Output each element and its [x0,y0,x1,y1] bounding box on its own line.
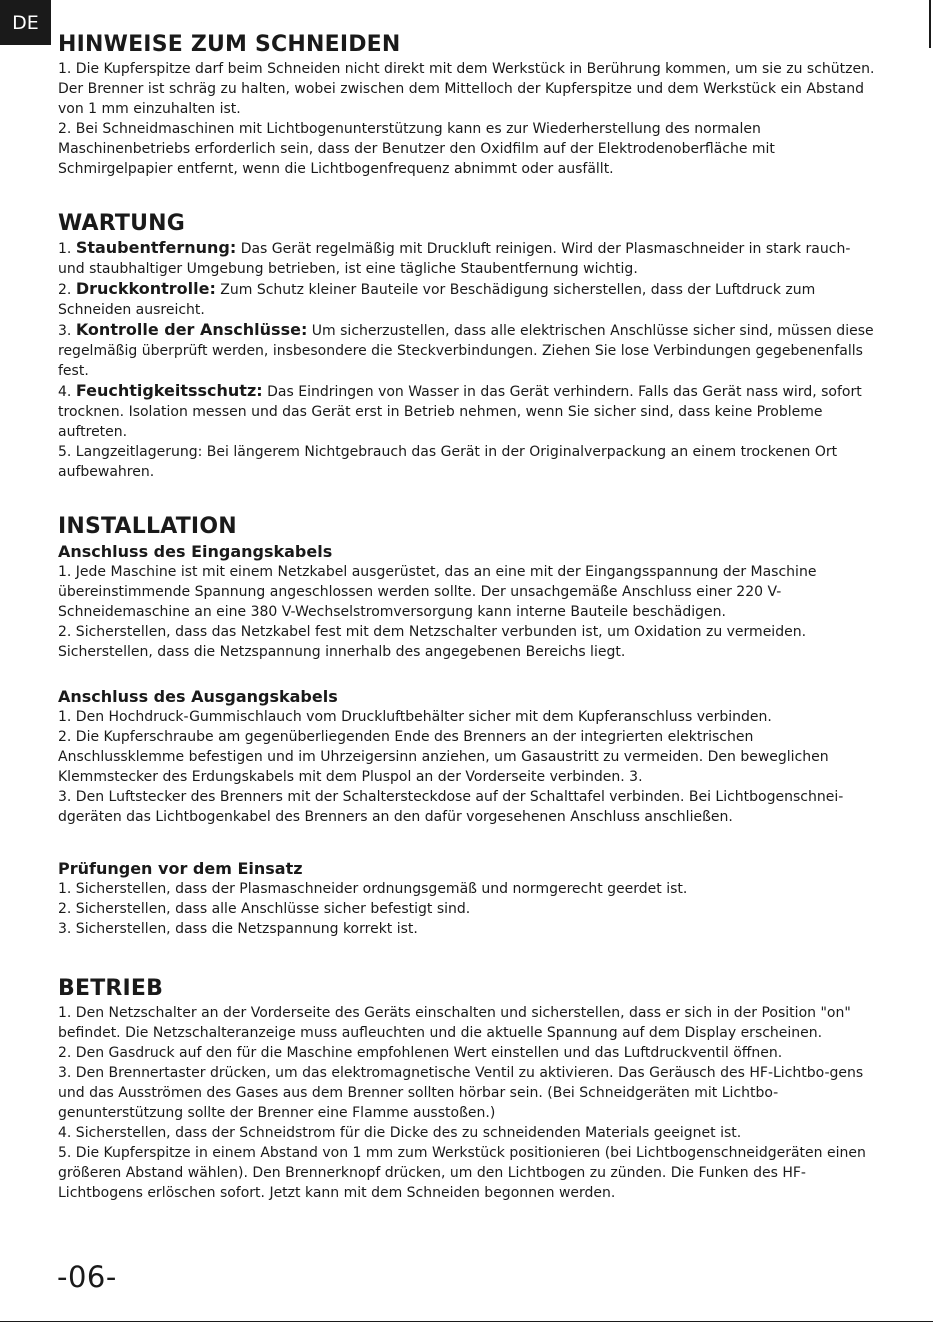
section-cutting-notes [58,31,876,179]
list-item: 3. Den Luftstecker des Brenners mit der Schaltersteckdose auf der Schalttafel verbinden. Bei Lichtbogenschnei-dgeräten das Lichtbogenkabel des Brenners an den dafür vorgesehenen Anschluss anschließen. [58,789,844,825]
page-content [58,31,876,1203]
item-term: Staubentfernung: [75,238,237,257]
list-item: 2. Sicherstellen, dass alle Anschlüsse sicher befestigt sind. [58,901,471,917]
heading-maintenance: WARTUNG [58,211,185,236]
list-item: 5. Langzeitlagerung: Bei längerem Nichtgebrauch das Gerät in der Originalverpackung an einem trockenen Ort aufbewahren. [58,444,838,480]
item-term: Feuchtigkeitsschutz: [75,381,263,400]
list-item: 4. Sicherstellen, dass der Schneidstrom für die Dicke des zu schneidenden Materials geeignet ist. [58,1125,742,1141]
edge-line [929,0,931,48]
subheading-pre-use-checks: Prüfungen vor dem Einsatz [58,859,303,878]
list-item: 2. Bei Schneidmaschinen mit Lichtbogenunterstützung kann es zur Wiederherstellung des normalen Maschinenbetriebs erforderlich sein, dass der Benutzer den Oxidfilm auf der Elektrodenoberfläche mit Schmirgelpapier entfernt, wenn die Lichtbogenfrequenz abnimmt oder ausfällt. [58,121,775,177]
section-maintenance [58,210,876,482]
language-label: DE [12,11,39,34]
item-term: Druckkontrolle: [75,279,216,298]
subheading-output-cable: Anschluss des Ausgangskabels [58,687,338,706]
list-item: 1. Sicherstellen, dass der Plasmaschneider ordnungsgemäß und normgerecht geerdet ist. [58,881,688,897]
section-installation [58,513,876,939]
heading-operation: BETRIEB [58,976,164,1001]
list-item: 5. Die Kupferspitze in einem Abstand von 1 mm zum Werkstück positionieren (bei Lichtbogenschneidgeräten einen größeren Abstand wählen). Den Brennerknopf drücken, um den Lichtbogen zu zünden. Die Funken des HF-Lichtbogens erlöschen sofort. Jetzt kann mit dem Schneiden begonnen werden. [58,1145,866,1201]
language-tab [0,0,51,45]
list-item: 2. Druckkontrolle: Zum Schutz kleiner Bauteile vor Beschädigung sicherstellen, dass der Luftdruck zum Schneiden ausreicht. [58,279,816,318]
list-item: 1. Die Kupferspitze darf beim Schneiden nicht direkt mit dem Werkstück in Berührung kommen, um sie zu schützen. Der Brenner ist schräg zu halten, wobei zwischen dem Mittelloch der Kupferspitze und dem Werkstück ein Abstand von 1 mm einzuhalten ist. [58,61,875,117]
list-item: 3. Kontrolle der Anschlüsse: Um sicherzustellen, dass alle elektrischen Anschlüsse sicher sind, müssen diese regelmäßig überprüft werden, insbesondere die Steckverbindungen. Ziehen Sie lose Verbindungen gegebenenfalls fest. [58,320,874,379]
list-item: 2. Den Gasdruck auf den für die Maschine empfohlenen Wert einstellen und das Luftdruckventil öffnen. [58,1045,783,1061]
list-item: 1. Den Netzschalter an der Vorderseite des Geräts einschalten und sicherstellen, dass er sich in der Position "on" befindet. Die Netzschalteranzeige muss aufleuchten und die aktuelle Spannung auf dem Display erscheinen. [58,1005,851,1041]
section-operation [58,975,876,1203]
bottom-rule [0,1321,933,1322]
list-item: 2. Sicherstellen, dass das Netzkabel fest mit dem Netzschalter verbunden ist, um Oxidation zu vermeiden. Sicherstellen, dass die Netzspannung innerhalb des angegebenen Bereichs liegt. [58,624,807,660]
list-item: 1. Jede Maschine ist mit einem Netzkabel ausgerüstet, das an eine mit der Eingangsspannung der Maschine übereinstimmende Spannung angeschlossen werden sollte. Der unsachgemäße Anschluss einer 220 V-Schneidemaschine an eine 380 V-Wechselstromversorgung kann interne Bauteile beschädigen. [58,564,817,620]
list-item: 3. Den Brennertaster drücken, um das elektromagnetische Ventil zu aktivieren. Das Geräusch des HF-Lichtbo-gens und das Ausströmen des Gases aus dem Brenner sollten hörbar sein. (Bei Schneidgeräten mit Lichtbo-genunterstützung sollte der Brenner eine Flamme ausstoßen.) [58,1065,864,1121]
list-item: 1. Staubentfernung: Das Gerät regelmäßig mit Druckluft reinigen. Wird der Plasmaschneider in stark rauch- und staubhaltiger Umgebung betrieben, ist eine tägliche Staubentfernung wichtig. [58,238,851,277]
list-item: 2. Die Kupferschraube am gegenüberliegenden Ende des Brenners an der integrierten elektrischen Anschlussklemme befestigen und im Uhrzeigersinn anziehen, um Gasaustritt zu vermeiden. Den beweglichen Klemmstecker des Erdungskabels mit dem Pluspol an der Vorderseite verbinden. 3. [58,729,829,785]
list-item: 1. Den Hochdruck-Gummischlauch vom Druckluftbehälter sicher mit dem Kupferanschluss verbinden. [58,709,772,725]
subheading-input-cable: Anschluss des Eingangskabels [58,542,333,561]
list-item: 4. Feuchtigkeitsschutz: Das Eindringen von Wasser in das Gerät verhindern. Falls das Gerät nass wird, sofort trocknen. Isolation messen und das Gerät erst in Betrieb nehmen, wenn Sie sicher sind, dass keine Probleme auftreten. [58,381,862,440]
page-number: -06- [57,1260,117,1294]
item-term: Kontrolle der Anschlüsse: [75,320,308,339]
heading-installation: INSTALLATION [58,514,237,539]
list-item: 3. Sicherstellen, dass die Netzspannung korrekt ist. [58,921,418,937]
heading-cutting-notes: HINWEISE ZUM SCHNEIDEN [58,32,401,57]
